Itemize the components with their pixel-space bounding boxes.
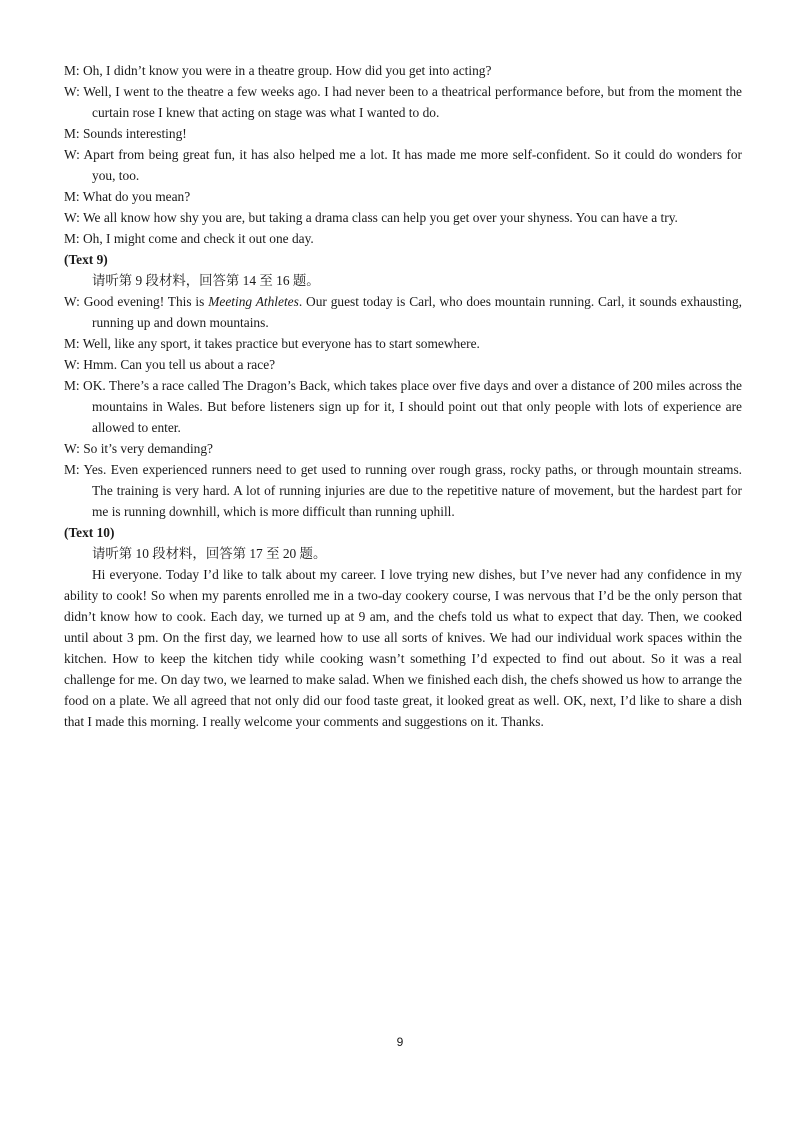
program-title: Meeting Athletes [208, 294, 299, 309]
dialogue-line: M: What do you mean? [64, 189, 191, 204]
section-instruction-text10: 请听第 10 段材料，回答第 17 至 20 题。 [92, 546, 327, 561]
dialogue-line-prefix: W: Good evening! This is [64, 294, 209, 309]
section-heading-text9: (Text 9) [64, 252, 108, 267]
dialogue-line: M: Sounds interesting! [64, 126, 187, 141]
dialogue-line-suffix: . Our guest today is Carl, who does mountain running. Carl, it sounds exhausting, running up and down mountains. [92, 294, 743, 330]
section-instruction-text9: 请听第 9 段材料，回答第 14 至 16 题。 [92, 273, 320, 288]
dialogue-line: W: So it’s very demanding? [64, 441, 214, 456]
dialogue-line: W: Well, I went to the theatre a few weeks ago. I had never been to a theatrical performance before, but from the moment the curtain rose I knew that acting on stage was what I wanted to do. [64, 84, 742, 120]
dialogue-line: W: We all know how shy you are, but taking a drama class can help you get over your shyness. You can have a try. [64, 210, 678, 225]
dialogue-line: M: Oh, I might come and check it out one day. [64, 231, 314, 246]
dialogue-line: W: Hmm. Can you tell us about a race? [64, 357, 276, 372]
transcript-content [64, 60, 742, 732]
page-number: 9 [396, 1035, 404, 1049]
monologue-paragraph: Hi everyone. Today I’d like to talk about my career. I love trying new dishes, but I’ve never had any confidence in my ability to cook! So when my parents enrolled me in a two-day cookery course, I was nervous that I’d be the only person that didn’t know how to cook. Each day, we turned up at 9 am, and the chefs told us what to expect that day. Then, we cooked until about 3 pm. On the first day, we learned how to use all sorts of knives. We had our individual work spaces within the kitchen. How to keep the kitchen tidy while cooking wasn’t something I’d expected to find out about. So it was a real challenge for me. On day two, we learned to make salad. When we finished each dish, the chefs showed us how to arrange the food on a plate. We all agreed that not only did our food taste great, it looked great as well. OK, next, I’d like to share a dish that I made this morning. I really welcome your comments and suggestions on it. Thanks. [64, 567, 742, 729]
dialogue-line: W: Apart from being great fun, it has also helped me a lot. It has made me more self-confident. So it could do wonders for you, too. [64, 147, 742, 183]
dialogue-line: M: OK. There’s a race called The Dragon’s Back, which takes place over five days and over a distance of 200 miles across the mountains in Wales. But before listeners sign up for it, I should point out that only people with lots of experience are allowed to enter. [64, 378, 742, 435]
dialogue-line [64, 291, 742, 333]
section-heading-text10: (Text 10) [64, 525, 115, 540]
dialogue-line: M: Oh, I didn’t know you were in a theatre group. How did you get into acting? [64, 63, 492, 78]
dialogue-line: M: Yes. Even experienced runners need to get used to running over rough grass, rocky paths, or through mountain streams. The training is very hard. A lot of running injuries are due to the repetitive nature of movement, but the hardest part for me is running downhill, which is more difficult than running uphill. [64, 462, 742, 519]
dialogue-line: M: Well, like any sport, it takes practice but everyone has to start somewhere. [64, 336, 480, 351]
